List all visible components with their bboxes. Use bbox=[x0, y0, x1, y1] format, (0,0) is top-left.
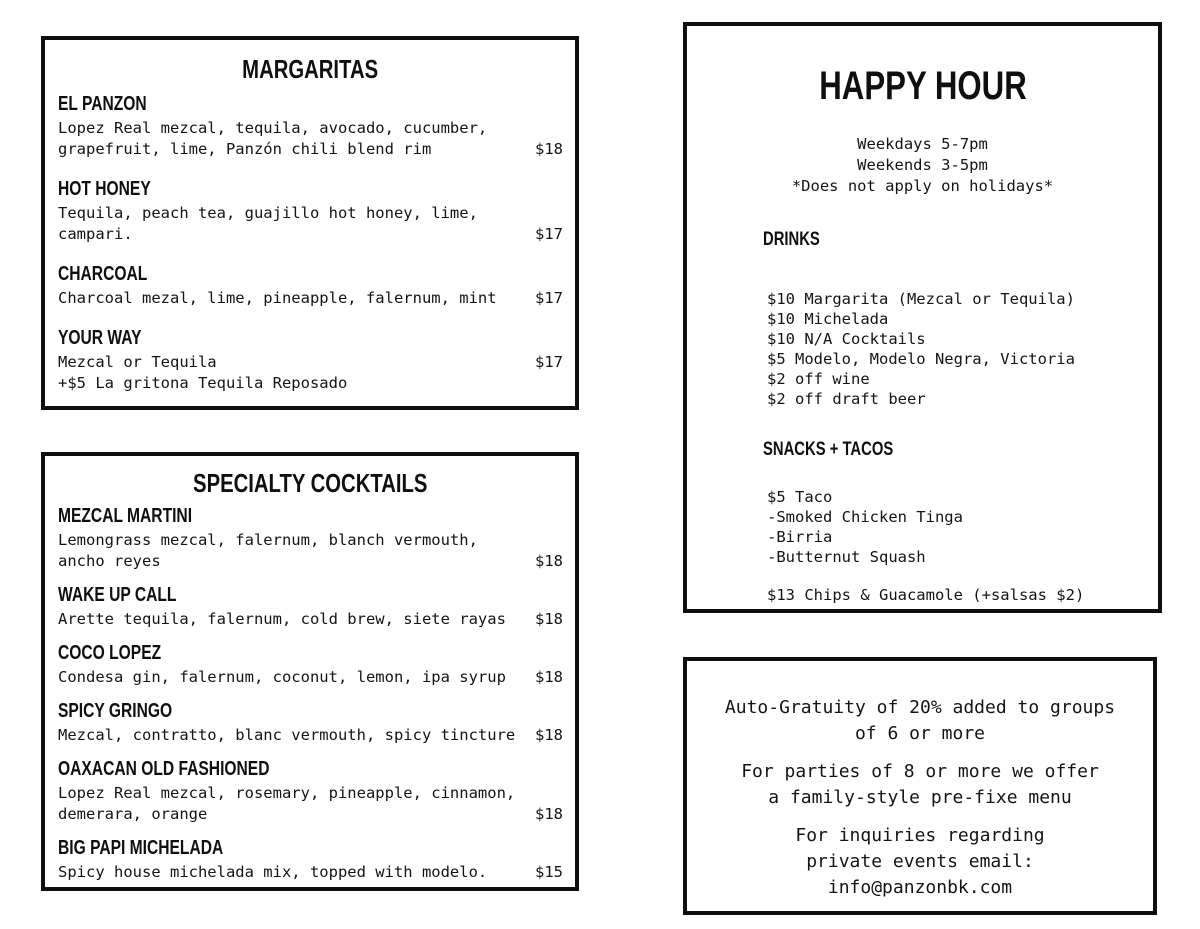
item-body bbox=[58, 783, 563, 825]
item-name: YOUR WAY bbox=[58, 327, 142, 349]
item-name: EL PANZON bbox=[58, 93, 147, 115]
menu-item-spicy-gringo bbox=[58, 699, 563, 746]
item-name: HOT HONEY bbox=[58, 178, 151, 200]
gratuity-paragraph bbox=[697, 695, 1143, 747]
specialty-title bbox=[58, 468, 563, 498]
item-price: $18 bbox=[535, 668, 563, 686]
menu-item-hot-honey bbox=[58, 177, 563, 245]
parties-line: For parties of 8 or more we offer bbox=[741, 761, 1099, 782]
item-body bbox=[58, 725, 563, 746]
menu-item-el-panzon bbox=[58, 92, 563, 160]
menu-item-charcoal bbox=[58, 262, 563, 309]
item-body bbox=[58, 352, 563, 373]
item-price: $18 bbox=[535, 726, 563, 744]
item-price: $18 bbox=[535, 552, 563, 570]
email-text: info@panzonbk.com bbox=[827, 877, 1013, 898]
item-description: Lopez Real mezcal, rosemary, pineapple, cinnamon, demerara, orange bbox=[58, 784, 516, 823]
chips-guacamole-line: $13 Chips & Guacamole (+salsas $2) bbox=[767, 586, 1085, 604]
inquiries-line: For inquiries regarding bbox=[795, 825, 1045, 846]
item-price: $18 bbox=[535, 140, 563, 158]
parties-paragraph bbox=[697, 759, 1143, 811]
item-description: Arette tequila, falernum, cold brew, siete rayas bbox=[58, 610, 506, 628]
item-description: Mezcal, contratto, blanc vermouth, spicy tincture bbox=[58, 726, 516, 744]
snacks-tacos-header: SNACKS + TACOS bbox=[763, 439, 894, 460]
item-body bbox=[58, 288, 563, 309]
drink-line: $5 Modelo, Modelo Negra, Victoria bbox=[767, 350, 1075, 368]
snack-line: -Butternut Squash bbox=[767, 548, 926, 566]
inquiries-line: private events email: bbox=[806, 851, 1034, 872]
item-name: CHARCOAL bbox=[58, 263, 148, 285]
menu-item-wake-up-call bbox=[58, 583, 563, 630]
drinks-list bbox=[707, 289, 1138, 409]
item-description: Tequila, peach tea, guajillo hot honey, lime, campari. bbox=[58, 204, 478, 243]
gratuity-line: of 6 or more bbox=[854, 723, 986, 744]
schedule-line-holidays: *Does not apply on holidays* bbox=[791, 177, 1054, 195]
item-price: $18 bbox=[535, 805, 563, 823]
item-name: OAXACAN OLD FASHIONED bbox=[58, 758, 270, 780]
schedule-line-weekdays: Weekdays 5-7pm bbox=[857, 135, 988, 153]
item-price: $17 bbox=[535, 225, 563, 243]
item-description: Spicy house michelada mix, topped with modelo. bbox=[58, 863, 488, 881]
item-name: WAKE UP CALL bbox=[58, 584, 177, 606]
happy-hour-title-text: HAPPY HOUR bbox=[818, 64, 1027, 108]
item-body bbox=[58, 667, 563, 688]
item-price: $17 bbox=[535, 289, 563, 307]
margaritas-title bbox=[58, 54, 563, 84]
item-price: $17 bbox=[535, 353, 563, 371]
menu-item-your-way bbox=[58, 326, 563, 394]
happy-hour-section bbox=[683, 22, 1162, 613]
specialty-cocktails-section bbox=[41, 452, 579, 891]
item-price: $15 bbox=[535, 863, 563, 881]
snacks-list bbox=[707, 487, 1138, 567]
margaritas-section bbox=[41, 36, 579, 410]
schedule-line-weekends: Weekends 3-5pm bbox=[857, 156, 988, 174]
item-body bbox=[58, 862, 563, 883]
drink-line: $2 off wine bbox=[767, 370, 870, 388]
drinks-header: DRINKS bbox=[763, 229, 820, 250]
item-name: MEZCAL MARTINI bbox=[58, 505, 193, 527]
item-name: BIG PAPI MICHELADA bbox=[58, 837, 224, 859]
inquiries-paragraph bbox=[697, 823, 1143, 901]
item-description: Lemongrass mezcal, falernum, blanch vermouth, ancho reyes bbox=[58, 531, 478, 570]
snack-line: -Smoked Chicken Tinga bbox=[767, 508, 963, 526]
item-body bbox=[58, 530, 563, 572]
happy-hour-title bbox=[707, 64, 1138, 108]
item-body bbox=[58, 118, 563, 160]
drink-line: $10 Michelada bbox=[767, 310, 889, 328]
item-description: Mezcal or Tequila bbox=[58, 353, 217, 371]
drink-line: $2 off draft beer bbox=[767, 390, 926, 408]
menu-item-oaxacan-old-fashioned bbox=[58, 757, 563, 825]
parties-line: a family-style pre-fixe menu bbox=[768, 787, 1072, 808]
item-description: Charcoal mezal, lime, pineapple, falernum, mint bbox=[58, 289, 497, 307]
item-description: Condesa gin, falernum, coconut, lemon, ipa syrup bbox=[58, 668, 506, 686]
margaritas-title-text: MARGARITAS bbox=[242, 54, 379, 84]
item-body bbox=[58, 203, 563, 245]
item-price: $18 bbox=[535, 610, 563, 628]
item-body bbox=[58, 609, 563, 630]
item-name: SPICY GRINGO bbox=[58, 700, 173, 722]
snack-line: $5 Taco bbox=[767, 488, 833, 506]
drink-line: $10 N/A Cocktails bbox=[767, 330, 926, 348]
info-section bbox=[683, 657, 1157, 915]
happy-hour-schedule bbox=[707, 134, 1138, 197]
item-name: COCO LOPEZ bbox=[58, 642, 162, 664]
drink-line: $10 Margarita (Mezcal or Tequila) bbox=[767, 290, 1075, 308]
gratuity-line: Auto-Gratuity of 20% added to groups bbox=[724, 697, 1116, 718]
menu-item-coco-lopez bbox=[58, 641, 563, 688]
specialty-title-text: SPECIALTY COCKTAILS bbox=[193, 468, 428, 498]
menu-item-mezcal-martini bbox=[58, 504, 563, 572]
item-note: +$5 La gritona Tequila Reposado bbox=[58, 374, 348, 392]
snack-line: -Birria bbox=[767, 528, 833, 546]
menu-item-big-papi-michelada bbox=[58, 836, 563, 883]
item-description: Lopez Real mezcal, tequila, avocado, cucumber, grapefruit, lime, Panzón chili blend rim bbox=[58, 119, 488, 158]
